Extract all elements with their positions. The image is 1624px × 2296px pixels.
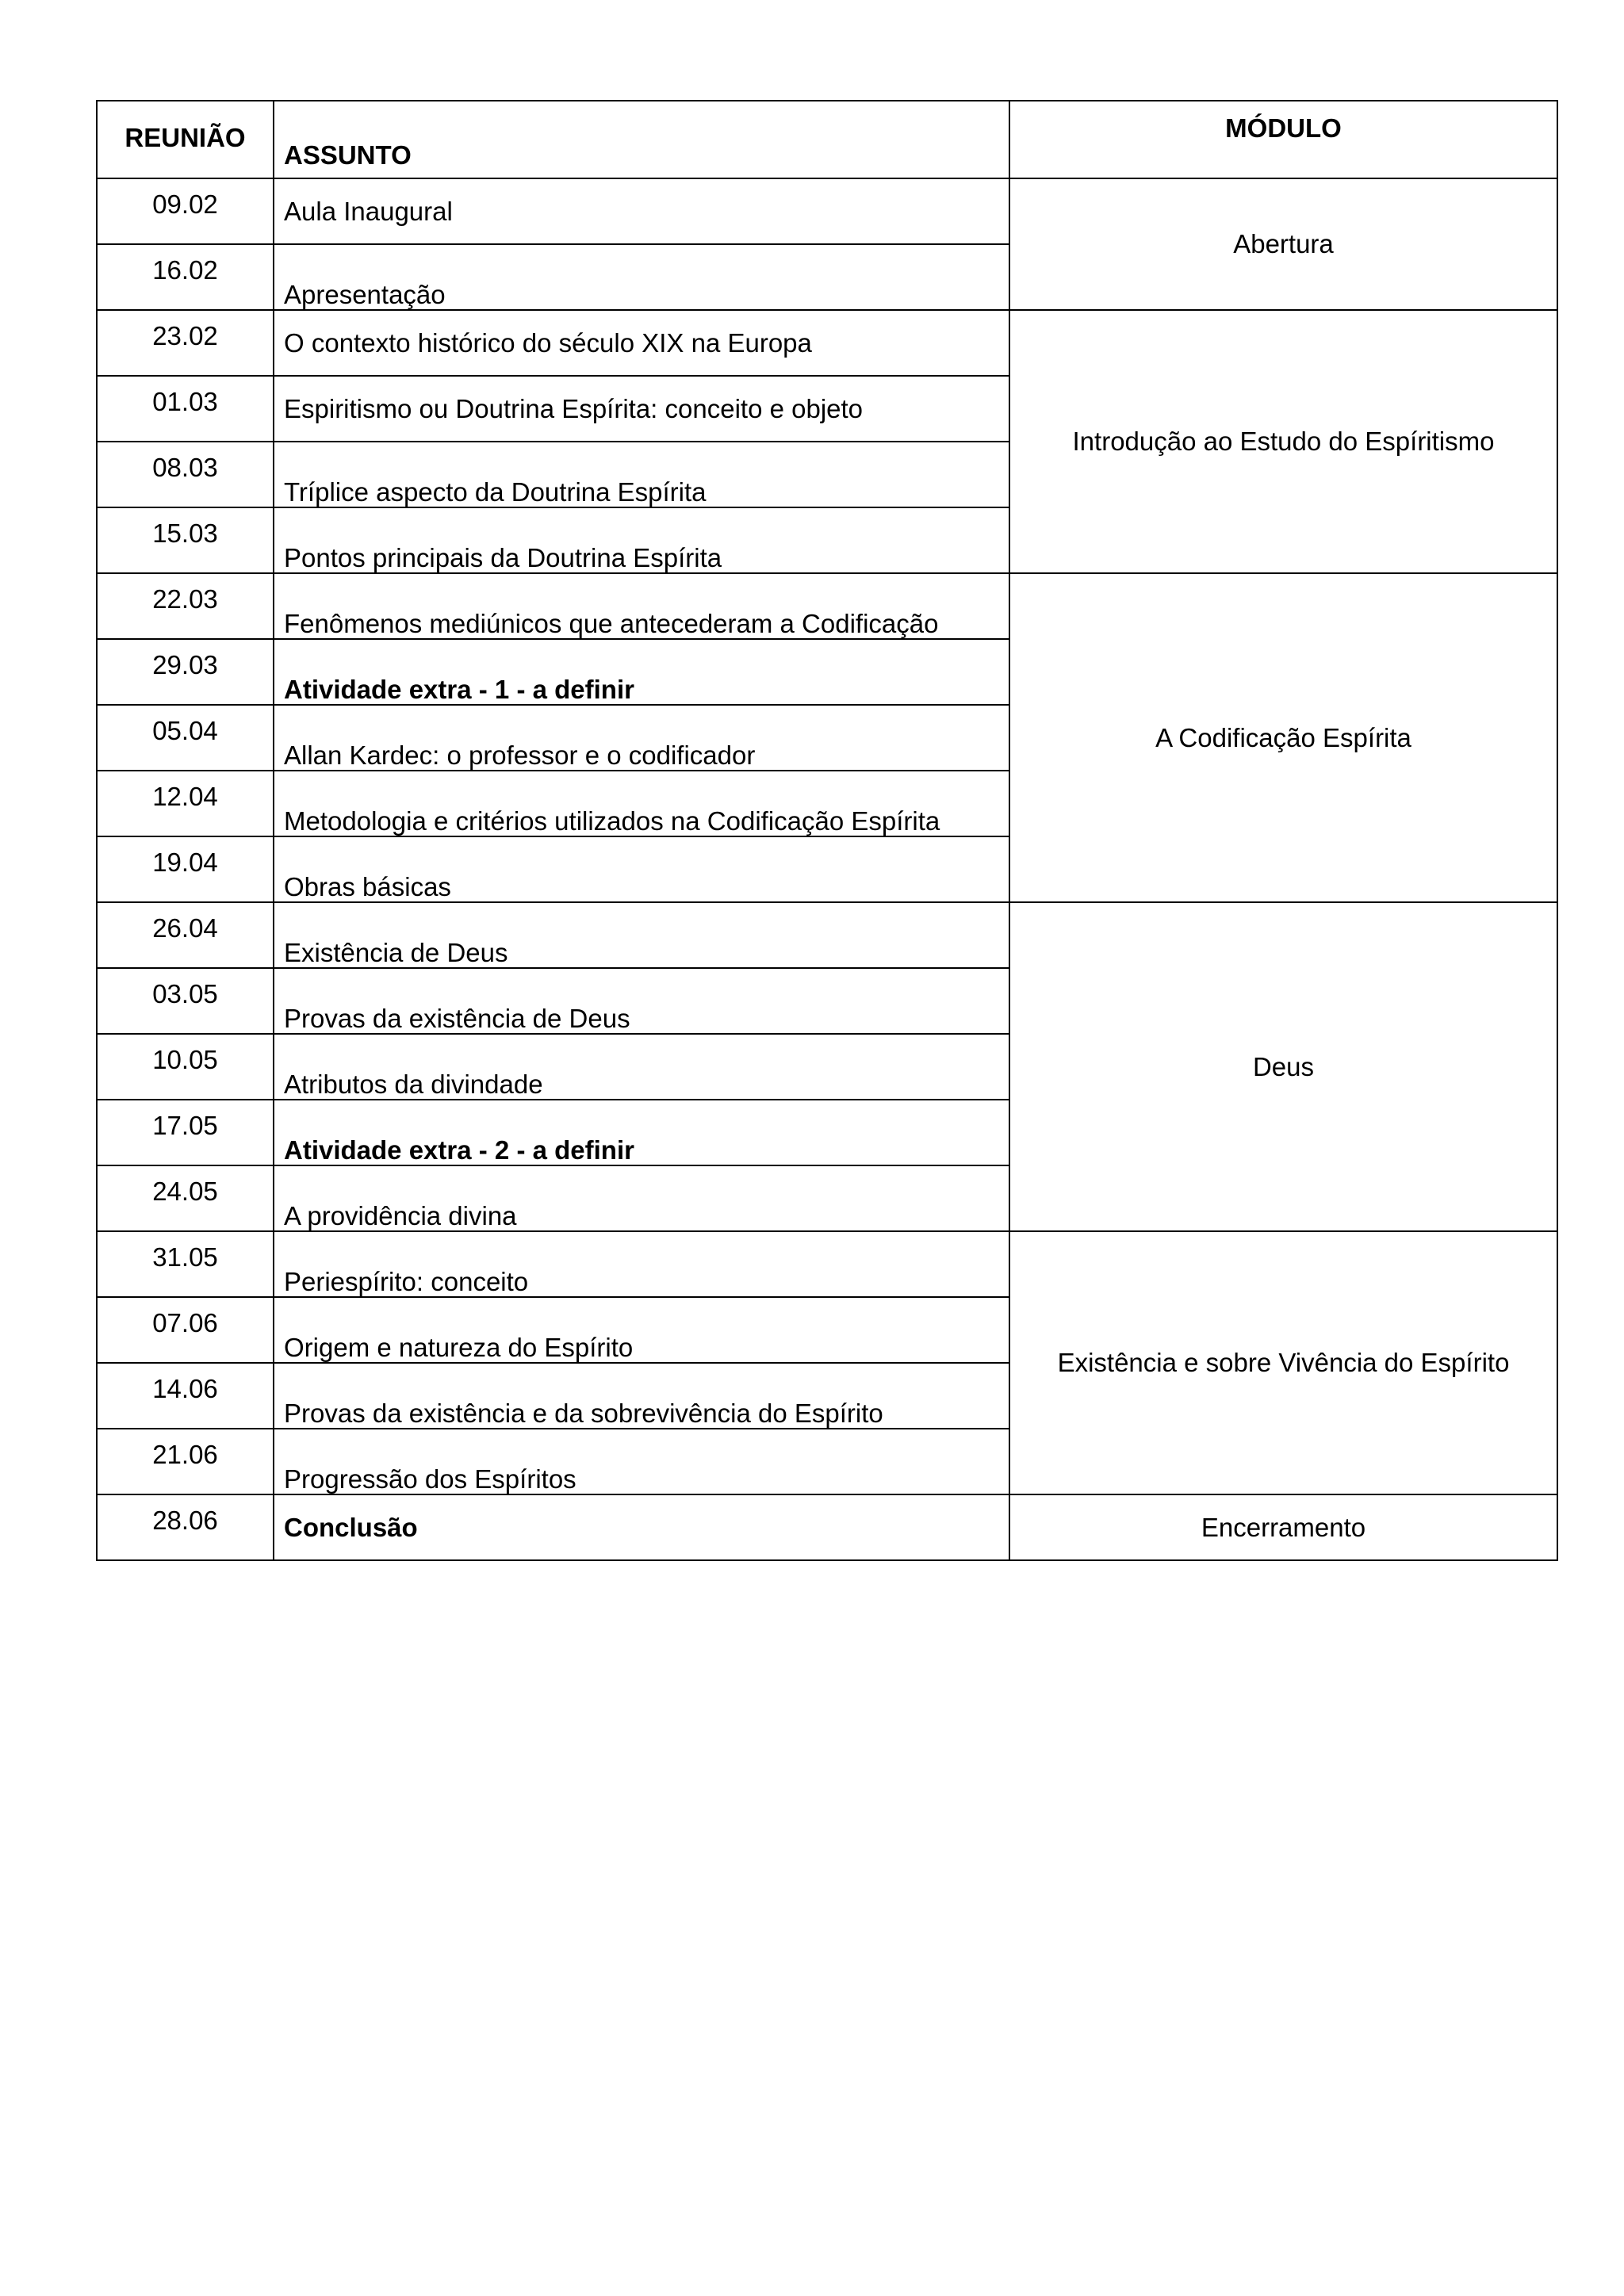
- meeting-date: 01.03: [97, 376, 274, 442]
- module-name: Deus: [1009, 902, 1557, 1231]
- meeting-date: 24.05: [97, 1165, 274, 1231]
- meeting-topic: Atividade extra - 1 - a definir: [274, 639, 1009, 705]
- header-reuniao: REUNIÃO: [97, 101, 274, 178]
- table-row: [97, 310, 1557, 376]
- module-name: A Codificação Espírita: [1009, 573, 1557, 902]
- meeting-date: 23.02: [97, 310, 274, 376]
- meeting-topic: Progressão dos Espíritos: [274, 1429, 1009, 1494]
- meeting-date: 05.04: [97, 705, 274, 771]
- table-row: [97, 1494, 1557, 1560]
- meeting-date: 07.06: [97, 1297, 274, 1363]
- meeting-date: 14.06: [97, 1363, 274, 1429]
- header-assunto: ASSUNTO: [274, 101, 1009, 178]
- meeting-topic: Provas da existência e da sobrevivência do Espírito: [274, 1363, 1009, 1429]
- table-row: [97, 178, 1557, 244]
- table-row: [97, 902, 1557, 968]
- meeting-topic: Atributos da divindade: [274, 1034, 1009, 1100]
- module-name: Introdução ao Estudo do Espíritismo: [1009, 310, 1557, 573]
- meeting-topic: A providência divina: [274, 1165, 1009, 1231]
- schedule-body: [97, 101, 1557, 1560]
- meeting-date: 22.03: [97, 573, 274, 639]
- meeting-topic: Periespírito: conceito: [274, 1231, 1009, 1297]
- meeting-topic: O contexto histórico do século XIX na Europa: [274, 310, 1009, 376]
- meeting-date: 31.05: [97, 1231, 274, 1297]
- meeting-date: 28.06: [97, 1494, 274, 1560]
- meeting-topic: Origem e natureza do Espírito: [274, 1297, 1009, 1363]
- meeting-topic: Apresentação: [274, 244, 1009, 310]
- meeting-topic: Tríplice aspecto da Doutrina Espírita: [274, 442, 1009, 507]
- header-row: [97, 101, 1557, 178]
- header-modulo: MÓDULO: [1009, 101, 1557, 178]
- schedule-table: [96, 100, 1558, 1561]
- meeting-date: 12.04: [97, 771, 274, 836]
- meeting-topic: Pontos principais da Doutrina Espírita: [274, 507, 1009, 573]
- meeting-topic: Allan Kardec: o professor e o codificador: [274, 705, 1009, 771]
- module-name: Existência e sobre Vivência do Espírito: [1009, 1231, 1557, 1494]
- meeting-date: 29.03: [97, 639, 274, 705]
- meeting-date: 09.02: [97, 178, 274, 244]
- meeting-topic: Existência de Deus: [274, 902, 1009, 968]
- meeting-date: 08.03: [97, 442, 274, 507]
- meeting-date: 16.02: [97, 244, 274, 310]
- meeting-date: 17.05: [97, 1100, 274, 1165]
- module-name: Encerramento: [1009, 1494, 1557, 1560]
- meeting-topic: Provas da existência de Deus: [274, 968, 1009, 1034]
- meeting-topic: Atividade extra - 2 - a definir: [274, 1100, 1009, 1165]
- meeting-topic: Conclusão: [274, 1494, 1009, 1560]
- meeting-topic: Espiritismo ou Doutrina Espírita: conceito e objeto: [274, 376, 1009, 442]
- meeting-topic: Obras básicas: [274, 836, 1009, 902]
- meeting-date: 15.03: [97, 507, 274, 573]
- meeting-topic: Metodologia e critérios utilizados na Codificação Espírita: [274, 771, 1009, 836]
- module-name: Abertura: [1009, 178, 1557, 310]
- table-row: [97, 1231, 1557, 1297]
- meeting-topic: Aula Inaugural: [274, 178, 1009, 244]
- meeting-date: 03.05: [97, 968, 274, 1034]
- table-row: [97, 573, 1557, 639]
- meeting-date: 19.04: [97, 836, 274, 902]
- meeting-date: 26.04: [97, 902, 274, 968]
- meeting-date: 10.05: [97, 1034, 274, 1100]
- meeting-date: 21.06: [97, 1429, 274, 1494]
- meeting-topic: Fenômenos mediúnicos que antecederam a Codificação: [274, 573, 1009, 639]
